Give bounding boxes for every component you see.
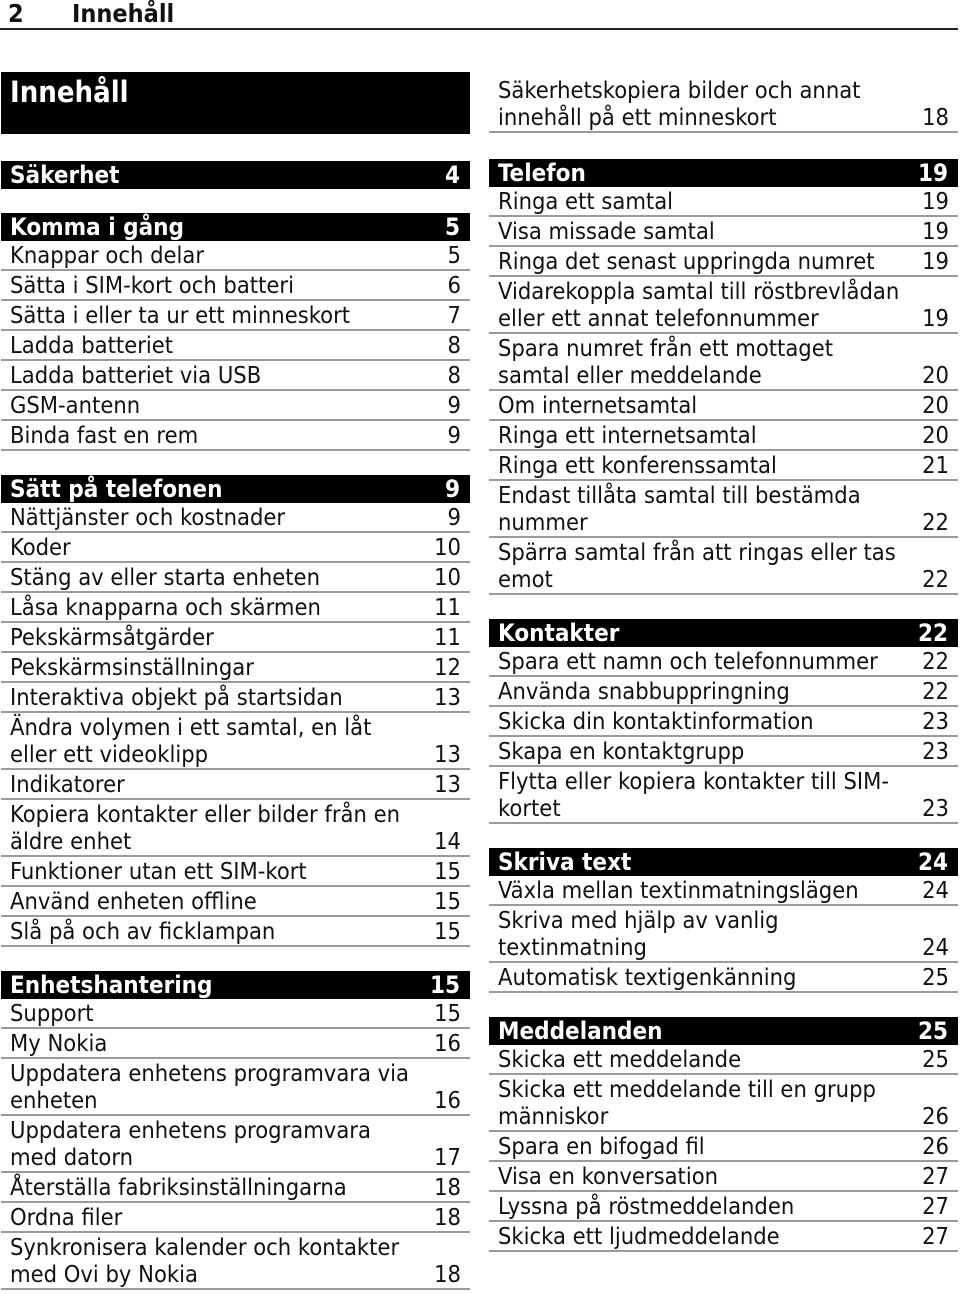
toc-entry-page: 20 <box>922 361 949 389</box>
toc-entry[interactable] <box>1 917 470 947</box>
toc-entry-page: 9 <box>447 391 461 419</box>
toc-entry-page: 19 <box>922 187 949 215</box>
page-header <box>0 0 958 30</box>
toc-section-header[interactable] <box>489 159 958 187</box>
toc-entry-page: 10 <box>434 533 461 561</box>
toc-section-title: Sätt på telefonen <box>10 475 223 503</box>
toc-entry-label: Uppdatera enhetens programvara med datorn <box>10 1116 371 1171</box>
toc-entry-label: Stäng av eller starta enheten <box>10 563 320 591</box>
toc-section-header[interactable] <box>1 213 470 241</box>
toc-entry[interactable] <box>489 247 958 277</box>
toc-section-page: 4 <box>444 161 460 189</box>
toc-entry-page: 16 <box>434 1029 461 1057</box>
toc-entry-page: 24 <box>922 876 949 904</box>
toc-entry[interactable] <box>1 770 470 800</box>
toc-entry-label: Spara ett namn och telefonnummer <box>498 647 878 675</box>
toc-entry-label: Ladda batteriet <box>10 331 174 359</box>
toc-entry-label: My Nokia <box>10 1029 108 1057</box>
toc-entry[interactable] <box>1 563 470 593</box>
toc-entry-page: 13 <box>434 770 461 798</box>
toc-entry-label: Vidarekoppla samtal till röstbrevlådan eller ett annat telefonnummer <box>498 277 900 332</box>
toc-entry[interactable] <box>1 1029 470 1059</box>
toc-entry-label: Support <box>10 999 94 1027</box>
toc-entry-label: Visa missade samtal <box>498 217 715 245</box>
toc-entry-label: Skapa en kontaktgrupp <box>498 737 745 765</box>
toc-section-page: 24 <box>917 848 948 876</box>
toc-entry-page: 23 <box>922 707 949 735</box>
toc-entry-page: 22 <box>922 565 949 593</box>
toc-section-page: 19 <box>917 159 948 187</box>
toc-entry[interactable] <box>489 767 958 824</box>
toc-entry-label: Visa en konversation <box>498 1162 719 1190</box>
toc-left-column <box>1 72 470 1314</box>
toc-section-page: 15 <box>429 971 460 999</box>
toc-entry-label: GSM-antenn <box>10 391 141 419</box>
toc-entry-label: Spara en bifogad fil <box>498 1132 705 1160</box>
toc-entry[interactable] <box>489 1192 958 1222</box>
toc-entry-label: Skicka ett ljudmeddelande <box>498 1222 780 1250</box>
toc-section <box>489 619 958 824</box>
toc-entry-label: Ringa det senast uppringda numret <box>498 247 875 275</box>
toc-entry[interactable] <box>1 241 470 271</box>
toc-section-header[interactable] <box>1 161 470 189</box>
toc-entry[interactable] <box>1 271 470 301</box>
toc-entry[interactable] <box>1 361 470 391</box>
toc-entry-label: Ordna filer <box>10 1203 123 1231</box>
toc-section-header[interactable] <box>489 1017 958 1045</box>
toc-entry-label: Lyssna på röstmeddelanden <box>498 1192 795 1220</box>
toc-entry-label: Pekskärmsinställningar <box>10 653 254 681</box>
toc-entry[interactable] <box>489 277 958 334</box>
toc-entry[interactable] <box>489 421 958 451</box>
toc-entry[interactable] <box>489 538 958 595</box>
toc-section <box>1 213 470 451</box>
toc-entry-page: 19 <box>922 247 949 275</box>
toc-entry-label: Ändra volymen i ett samtal, en låt eller ett videoklipp <box>10 713 372 768</box>
toc-entry-page: 20 <box>922 421 949 449</box>
toc-entry[interactable] <box>489 451 958 481</box>
toc-entry[interactable] <box>489 876 958 906</box>
toc-entry[interactable] <box>1 1059 470 1116</box>
toc-entry-page: 5 <box>447 241 461 269</box>
toc-entry[interactable] <box>1 593 470 623</box>
toc-entry[interactable] <box>489 1162 958 1192</box>
toc-entry[interactable] <box>1 800 470 857</box>
toc-entry-page: 20 <box>922 391 949 419</box>
toc-entry-label: Uppdatera enhetens programvara via enheten <box>10 1059 409 1114</box>
toc-entry-page: 8 <box>447 361 461 389</box>
toc-entry-page: 16 <box>434 1086 461 1114</box>
toc-entry-page: 19 <box>922 304 949 332</box>
toc-entry[interactable] <box>489 1045 958 1075</box>
toc-entry-page: 15 <box>434 917 461 945</box>
toc-entry[interactable] <box>489 391 958 421</box>
page-number: 2 <box>8 0 24 28</box>
toc-entry-page: 7 <box>447 301 461 329</box>
toc-entry-page: 10 <box>434 563 461 591</box>
toc-entry[interactable] <box>489 76 958 133</box>
toc-entry-page: 21 <box>922 451 949 479</box>
toc-entry[interactable] <box>1 999 470 1029</box>
toc-section-title: Kontakter <box>498 619 620 647</box>
toc-entry-page: 9 <box>447 421 461 449</box>
toc-entry-page: 22 <box>922 677 949 705</box>
toc-entry-page: 22 <box>922 647 949 675</box>
toc-entry-page: 15 <box>434 857 461 885</box>
toc-section-page: 9 <box>444 475 460 503</box>
toc-section-page: 25 <box>917 1017 948 1045</box>
toc-section <box>489 159 958 595</box>
toc-entry-label: Endast tillåta samtal till bestämda nummer <box>498 481 861 536</box>
toc-entry-label: Ringa ett internetsamtal <box>498 421 757 449</box>
toc-entry[interactable] <box>489 1222 958 1252</box>
toc-entry-page: 13 <box>434 683 461 711</box>
toc-entry[interactable] <box>489 647 958 677</box>
toc-entry[interactable] <box>1 683 470 713</box>
toc-entry[interactable] <box>489 1075 958 1132</box>
toc-entry-label: Sätta i eller ta ur ett minneskort <box>10 301 351 329</box>
toc-entry-page: 18 <box>434 1173 461 1201</box>
toc-entry-page: 25 <box>922 963 949 991</box>
toc-section-header[interactable] <box>489 619 958 647</box>
toc-entry-label: Nättjänster och kostnader <box>10 503 286 531</box>
toc-entry-label: Säkerhetskopiera bilder och annat innehåll på ett minneskort <box>498 76 861 131</box>
toc-entry[interactable] <box>1 1173 470 1203</box>
toc-entry-page: 11 <box>434 593 461 621</box>
toc-entry[interactable] <box>1 533 470 563</box>
toc-entry[interactable] <box>489 737 958 767</box>
toc-entry-label: Låsa knapparna och skärmen <box>10 593 321 621</box>
toc-entry-label: Ringa ett samtal <box>498 187 674 215</box>
toc-entry[interactable] <box>1 331 470 361</box>
toc-entry[interactable] <box>489 481 958 538</box>
toc-section-title: Skriva text <box>498 848 632 876</box>
toc-entry-label: Sätta i SIM-kort och batteri <box>10 271 294 299</box>
toc-entry-label: Skriva med hjälp av vanlig textinmatning <box>498 906 779 961</box>
toc-entry-label: Funktioner utan ett SIM-kort <box>10 857 307 885</box>
toc-section-page: 5 <box>444 213 460 241</box>
toc-entry-page: 22 <box>922 508 949 536</box>
toc-section <box>1 161 470 189</box>
toc-entry[interactable] <box>1 857 470 887</box>
toc-section-title: Enhetshantering <box>10 971 213 999</box>
toc-entry-page: 15 <box>434 999 461 1027</box>
toc-entry[interactable] <box>1 713 470 770</box>
toc-entry-label: Slå på och av ficklampan <box>10 917 276 945</box>
toc-entry-label: Skicka ett meddelande till en grupp människor <box>498 1075 876 1130</box>
toc-entry-label: Ringa ett konferenssamtal <box>498 451 777 479</box>
toc-entry-page: 18 <box>434 1203 461 1231</box>
toc-entry-page: 6 <box>447 271 461 299</box>
toc-entry-label: Använd enheten offline <box>10 887 257 915</box>
toc-section <box>1 475 470 947</box>
toc-entry[interactable] <box>1 1233 470 1290</box>
toc-entry-page: 27 <box>922 1192 949 1220</box>
toc-entry[interactable] <box>1 503 470 533</box>
toc-entry-label: Knappar och delar <box>10 241 205 269</box>
toc-entry-label: Skicka ett meddelande <box>498 1045 742 1073</box>
toc-entry[interactable] <box>489 217 958 247</box>
toc-entry-label: Automatisk textigenkänning <box>498 963 797 991</box>
toc-entry-label: Växla mellan textinmatningslägen <box>498 876 859 904</box>
toc-section <box>489 1017 958 1252</box>
toc-entry-label: Spara numret från ett mottaget samtal eller meddelande <box>498 334 834 389</box>
toc-entry[interactable] <box>489 1132 958 1162</box>
toc-entry-label: Koder <box>10 533 71 561</box>
toc-entry-page: 24 <box>922 933 949 961</box>
toc-entry[interactable] <box>1 301 470 331</box>
toc-section <box>489 848 958 993</box>
toc-entry-page: 23 <box>922 794 949 822</box>
toc-entry-page: 27 <box>922 1162 949 1190</box>
toc-section-page: 22 <box>917 619 948 647</box>
toc-entry[interactable] <box>1 623 470 653</box>
toc-entry[interactable] <box>489 334 958 391</box>
toc-entry-page: 25 <box>922 1045 949 1073</box>
toc-entry-page: 8 <box>447 331 461 359</box>
toc-entry-page: 27 <box>922 1222 949 1250</box>
toc-entry-page: 18 <box>922 103 949 131</box>
toc-entry[interactable] <box>489 677 958 707</box>
toc-section-title: Komma i gång <box>10 213 184 241</box>
toc-entry-page: 26 <box>922 1132 949 1160</box>
toc-entry-label: Återställa fabriksinställningarna <box>10 1173 347 1201</box>
toc-entry-page: 9 <box>447 503 461 531</box>
toc-entry[interactable] <box>1 1116 470 1173</box>
toc-right-column <box>489 76 958 1276</box>
toc-entry-label: Använda snabbuppringning <box>498 677 790 705</box>
toc-entry[interactable] <box>1 653 470 683</box>
toc-section <box>1 971 470 1290</box>
toc-section-header[interactable] <box>1 971 470 999</box>
toc-section-title: Telefon <box>498 159 586 187</box>
toc-section-title: Säkerhet <box>10 161 120 189</box>
toc-title: Innehåll <box>1 72 470 134</box>
toc-entry[interactable] <box>489 906 958 963</box>
toc-entry-label: Binda fast en rem <box>10 421 199 449</box>
toc-entry-page: 19 <box>922 217 949 245</box>
toc-entry-label: Synkronisera kalender och kontakter med Ovi by Nokia <box>10 1233 400 1288</box>
page-header-title: Innehåll <box>72 0 175 28</box>
toc-entry-label: Om internetsamtal <box>498 391 698 419</box>
toc-entry-page: 14 <box>434 827 461 855</box>
toc-entry-page: 11 <box>434 623 461 651</box>
toc-entry-page: 23 <box>922 737 949 765</box>
toc-entry-label: Interaktiva objekt på startsidan <box>10 683 343 711</box>
toc-entry-page: 15 <box>434 887 461 915</box>
toc-entry-label: Skicka din kontaktinformation <box>498 707 814 735</box>
toc-entry-label: Ladda batteriet via USB <box>10 361 262 389</box>
toc-entry[interactable] <box>1 391 470 421</box>
toc-entry[interactable] <box>1 421 470 451</box>
toc-entry-page: 18 <box>434 1260 461 1288</box>
toc-entry[interactable] <box>1 1203 470 1233</box>
toc-entry[interactable] <box>1 887 470 917</box>
toc-entry-label: Indikatorer <box>10 770 125 798</box>
toc-entry-label: Flytta eller kopiera kontakter till SIM-kortet <box>498 767 890 822</box>
toc-entry-page: 26 <box>922 1102 949 1130</box>
toc-section-header[interactable] <box>1 475 470 503</box>
toc-section-title: Meddelanden <box>498 1017 663 1045</box>
toc-entry[interactable] <box>489 963 958 993</box>
toc-entry-label: Pekskärmsåtgärder <box>10 623 214 651</box>
toc-entry[interactable] <box>489 707 958 737</box>
toc-entry-label: Kopiera kontakter eller bilder från en äldre enhet <box>10 800 400 855</box>
toc-entry-page: 13 <box>434 740 461 768</box>
toc-entry-label: Spärra samtal från att ringas eller tas emot <box>498 538 896 593</box>
toc-entry[interactable] <box>489 187 958 217</box>
toc-entry-page: 17 <box>434 1143 461 1171</box>
toc-entry-page: 12 <box>434 653 461 681</box>
toc-section-header[interactable] <box>489 848 958 876</box>
